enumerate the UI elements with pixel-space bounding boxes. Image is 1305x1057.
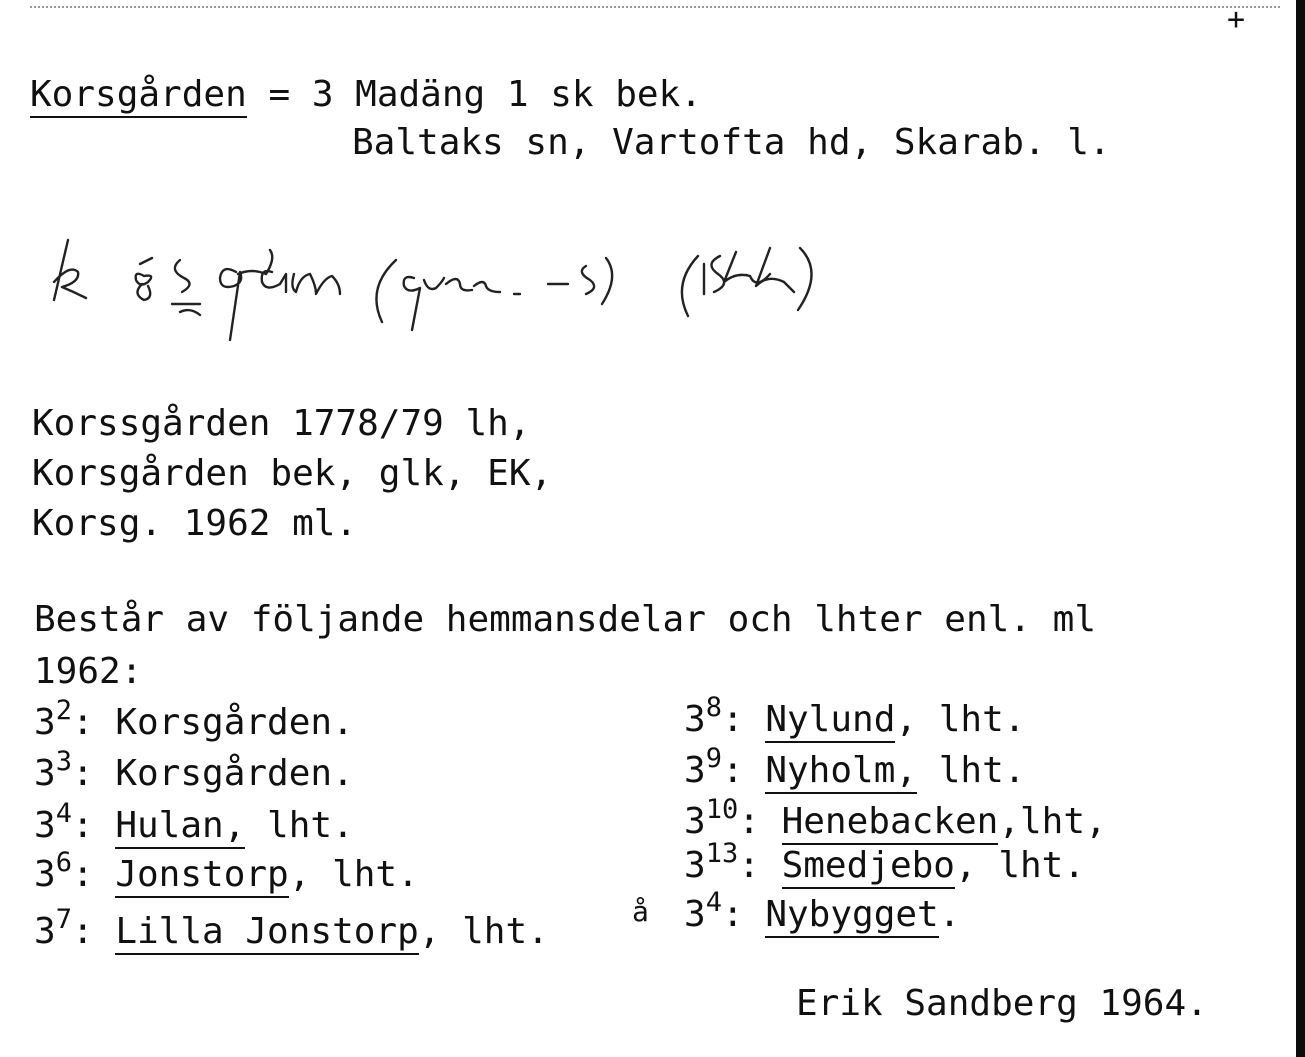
header-desc: 3 Madäng 1 sk bek. xyxy=(311,74,702,115)
left-item: $3^2$: Korsgården. xyxy=(34,695,354,743)
left-item: $3^7$: Lilla Jonstorp, lht. xyxy=(34,910,549,954)
handwritten-pronunciation xyxy=(40,212,900,347)
header-line-1 xyxy=(30,73,702,117)
header-name: Korsgården xyxy=(30,74,247,118)
connector-symbol: å xyxy=(632,895,649,928)
intro-line-1: Består av följande hemmansdelar och lhter enl. ml xyxy=(34,599,1097,640)
right-item: $3^9$: Nyholm, lht. xyxy=(684,749,1025,793)
form-line-2: Korsgården bek, glk, EK, xyxy=(32,453,553,494)
left-item: $3^3$: Korsgården. xyxy=(34,746,354,794)
form-line-3: Korsg. 1962 ml. xyxy=(32,503,358,544)
form-line-1: Korssgården 1778/79 lh, xyxy=(32,403,531,444)
right-item: $3^{10}$: Henebacken,lht, xyxy=(684,800,1107,844)
card-right-edge xyxy=(1296,0,1305,1057)
right-item: $3^8$: Nylund, lht. xyxy=(684,698,1025,742)
header-eq: = xyxy=(268,74,291,115)
right-item: $3^4$: Nybygget. xyxy=(684,893,960,937)
intro-line-2: 1962: xyxy=(34,651,143,692)
top-edge-marks xyxy=(30,6,1280,12)
left-item: $3^4$: Hulan, lht. xyxy=(34,804,354,848)
right-item: $3^{13}$: Smedjebo, lht. xyxy=(684,844,1085,888)
header-location: Baltaks sn, Vartofta hd, Skarab. l. xyxy=(352,122,1111,163)
left-item: $3^6$: Jonstorp, lht. xyxy=(34,853,419,897)
signature: Erik Sandberg 1964. xyxy=(796,983,1208,1024)
plus-mark: + xyxy=(1227,2,1246,37)
